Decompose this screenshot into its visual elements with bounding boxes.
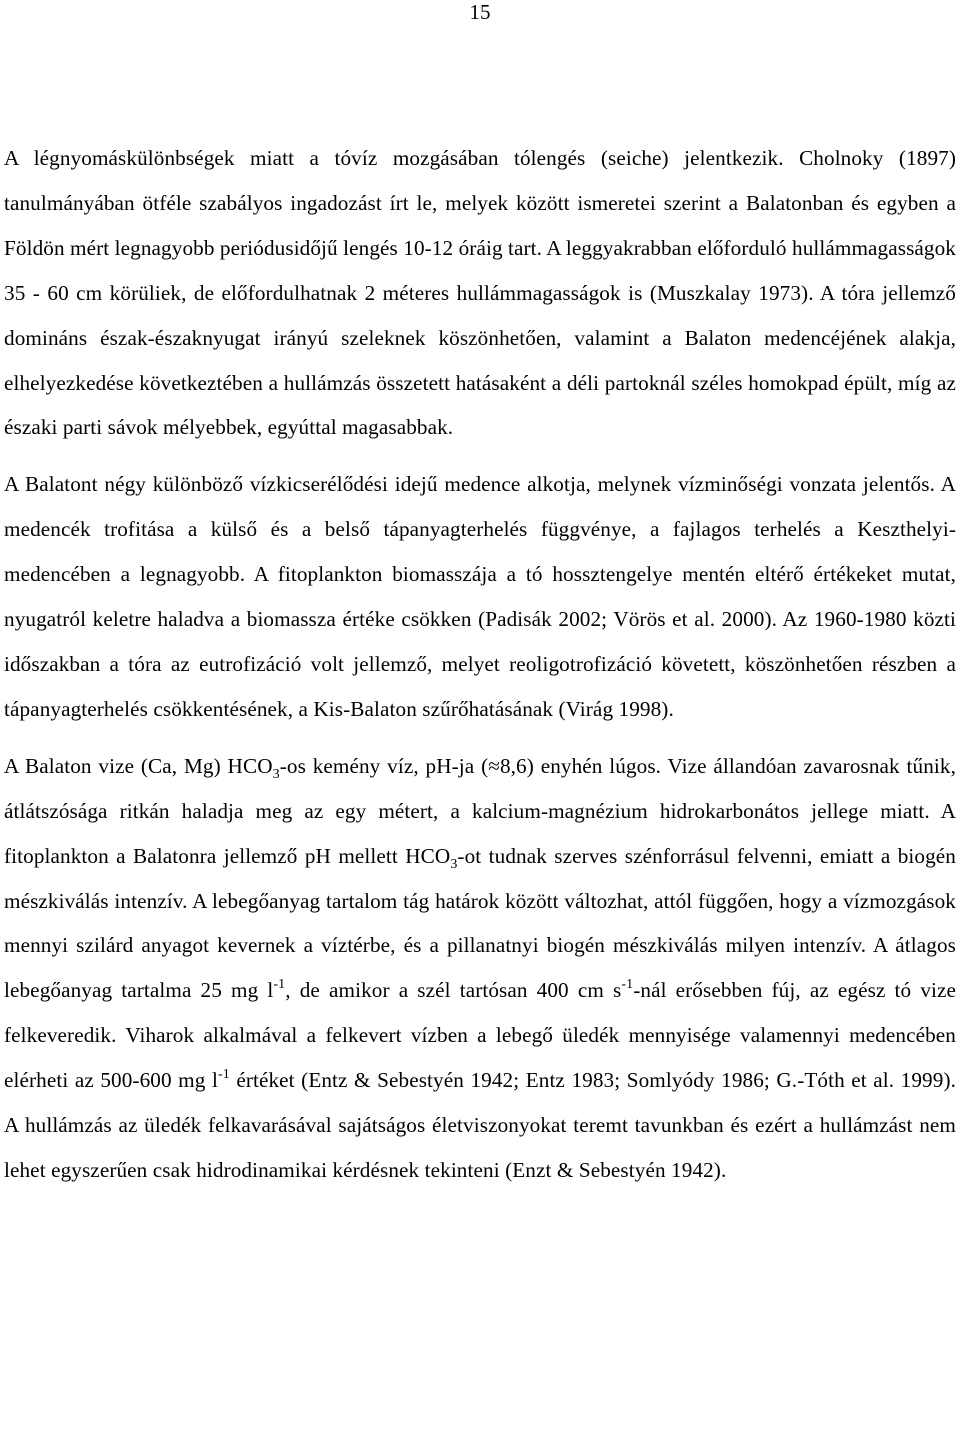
text-run: A Balaton vize (Ca, Mg) HCO bbox=[4, 753, 273, 778]
text-run: , de amikor a szél tartósan 400 cm s bbox=[285, 978, 622, 1003]
document-body bbox=[4, 136, 956, 1193]
text-run: -ot tudnak szerves szénforrásul felvenni, emiatt a biogén mészkiválás intenzív. A lebegőanyag tartalom tág határok között változhat, attól függően, hogy a vízmozgások mennyi szilárd anyagot kevernek a víztérbe, és a pillanatnyi biogén mészkiválás milyen intenzív. A átlagos lebegőanyag tartalma 25 mg l bbox=[4, 843, 956, 1003]
text-run: -nál erősebben fúj, az egész tó vize felkeveredik. Viharok alkalmával a felkevert vízben a lebegő üledék mennyisége valamennyi medencében elérheti az 500-600 mg l bbox=[4, 978, 957, 1093]
paragraph-basins: A Balatont négy különböző vízkicserélődési idejű medence alkotja, melynek vízminőségi vonzata jelentős. A medencék trofitása a külső és a belső tápanyagterhelés függvénye, a fajlagos terhelés a Keszthelyi-medencében a legnagyobb. A fitoplankton biomasszája a tó hossztengelye mentén eltérő értékeket mutat, nyugatról keletre haladva a biomassza értéke csökken (Padisák 2002; Vörös et al. 2000). Az 1960-1980 közti időszakban a tóra az eutrofizáció volt jellemző, melyet reoligotrofizáció követett, köszönhetően részben a tápanyagterhelés csökkentésének, a Kis-Balaton szűrőhatásának (Virág 1998). bbox=[4, 472, 956, 721]
text-run: értéket (Entz & Sebestyén 1942; Entz 1983; Somlyódy 1986; G.-Tóth et al. 1999). A hullámzás az üledék felkavarásával sajátságos életviszonyokat teremt tavunkban és ezért a hullámzást nem lehet egyszerűen csak hidrodinamikai kérdésnek tekinteni (Enzt & Sebestyén 1942). bbox=[4, 1068, 956, 1182]
superscript: -1 bbox=[217, 1067, 230, 1083]
page-number: 15 bbox=[469, 0, 491, 24]
subscript: 3 bbox=[450, 856, 458, 872]
subscript: 3 bbox=[272, 766, 280, 782]
paragraph-seiche: A légnyomáskülönbségek miatt a tóvíz mozgásában tólengés (seiche) jelentkezik. Cholnoky (1897) tanulmányában ötféle szabályos ingadozást írt le, melyek között ismeretei szerint a Balatonban és egyben a Földön mért legnagyobb periódusidőjű lengés 10-12 óráig tart. A leggyakrabban előforduló hullámmagasságok 35 - 60 cm körüliek, de előfordulhatnak 2 méteres hullámmagasságok is (Muszkalay 1973). A tóra jellemző domináns észak-északnyugat irányú szeleknek köszönhetően, valamint a Balaton medencéjének alakja, elhelyezkedése következtében a hullámzás összetett hatásaként a déli partoknál széles homokpad épült, míg az északi parti sávok mélyebbek, egyúttal magasabbak. bbox=[4, 146, 956, 440]
superscript: -1 bbox=[621, 977, 634, 993]
superscript: -1 bbox=[273, 977, 286, 993]
text-run: -os kemény víz, pH-ja (≈8,6) enyhén lúgos. Vize állandóan zavarosnak tűnik, átlátszósága ritkán haladja meg az egy métert, a kalcium-magnézium hidrokarbonátos jellege miatt. A fitoplankton a Balatonra jellemző pH mellett HCO bbox=[4, 753, 956, 868]
paragraph-water-chemistry bbox=[4, 744, 956, 1193]
